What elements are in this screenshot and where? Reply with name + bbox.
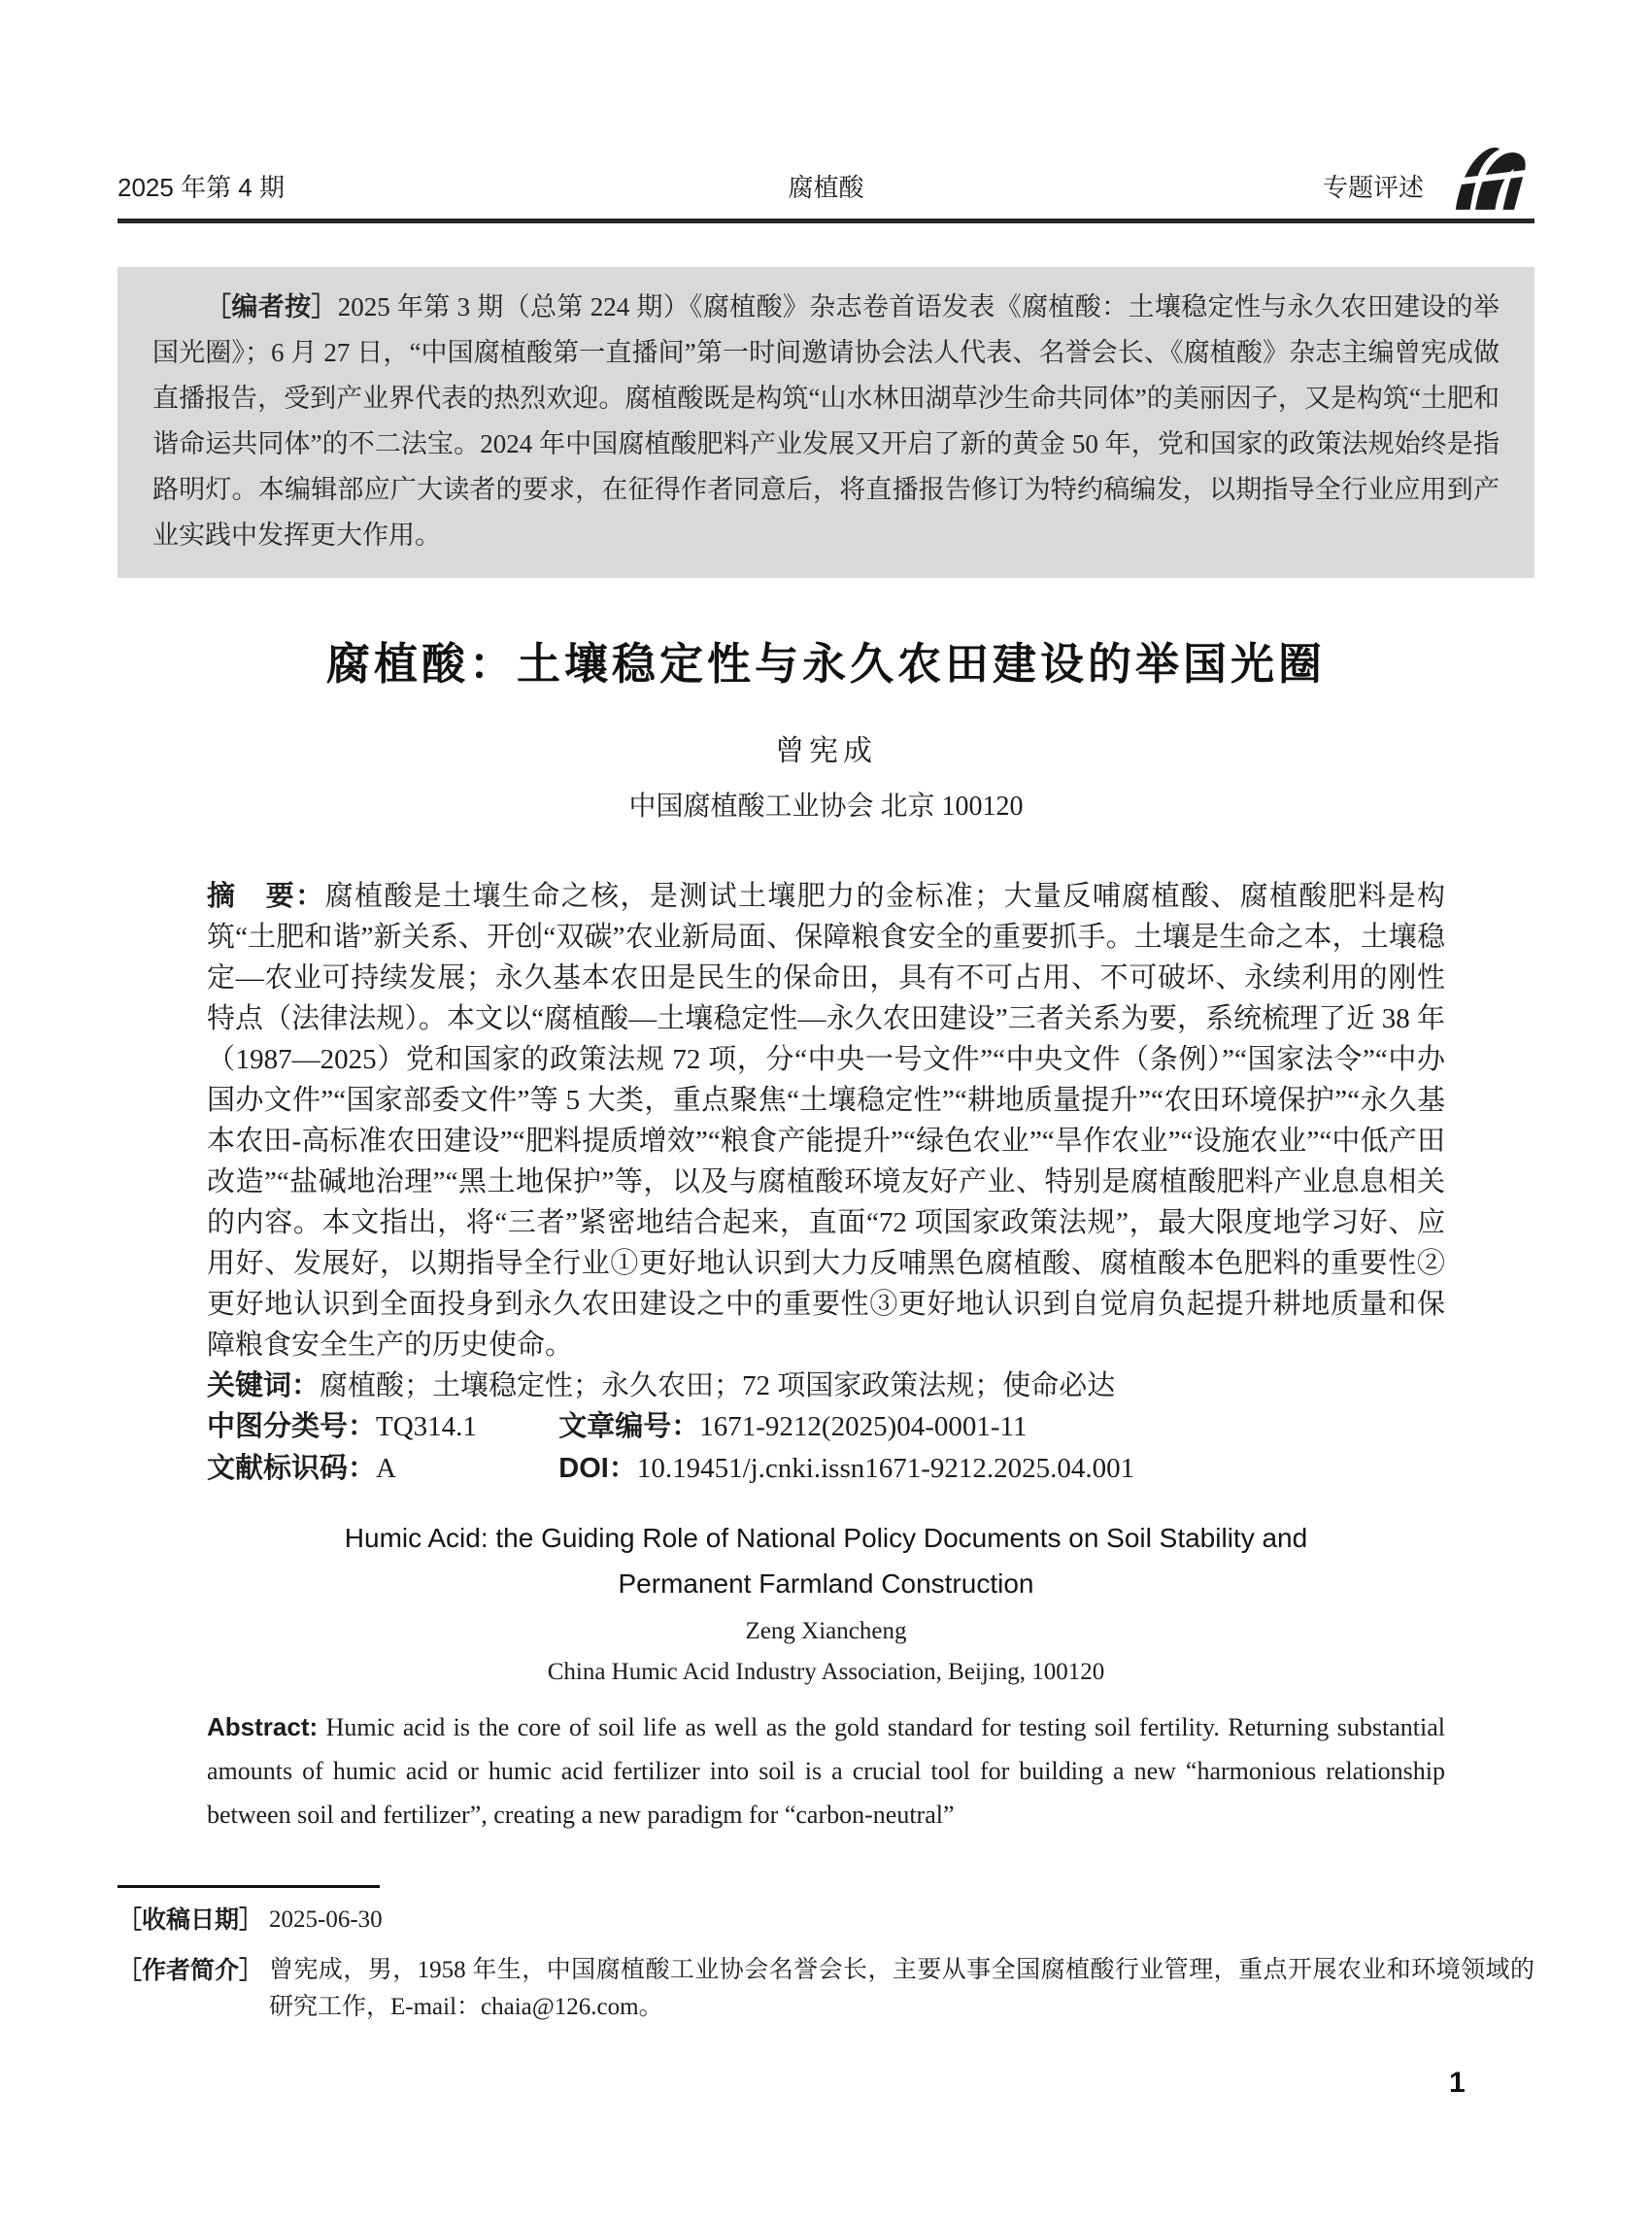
- footnote-divider: [118, 1885, 380, 1888]
- affiliation-zh: 中国腐植酸工业协会 北京 100120: [628, 792, 1024, 822]
- article-no-item: [558, 1411, 1027, 1442]
- doc-code-line: [207, 1448, 1445, 1490]
- clc-item: [207, 1406, 552, 1448]
- abstract-en-paragraph: [207, 1705, 1445, 1837]
- author-en: Zeng Xiancheng: [745, 1618, 907, 1644]
- author-zh: 曾宪成: [775, 735, 877, 767]
- abstract-zh-text: 腐植酸是土壤生命之核，是测试土壤肥力的金标准；大量反哺腐植酸、腐植酸肥料是构筑“土肥和谐”新关系、开创“双碳”农业新局面、保障粮食安全的重要抓手。土壤是生命之本，土壤稳定—农业可持续发展；永久基本农田是民生的保命田，具有不可占用、不可破坏、永续利用的刚性特点（法律法规）。本文以“腐植酸—土壤稳定性—永久农田建设”三者关系为要，系统梳理了近 38 年（1987—2025）党和国家的政策法规 72 项，分“中央一号文件”“中央文件（条例）”“国家法令”“中办国办文件”“国家部委文件”等 5 大类，重点聚焦“土壤稳定性”“耕地质量提升”“农田环境保护”“永久基本农田-高标准农田建设”“肥料提质增效”“粮食产能提升”“绿色农业”“旱作农业”“设施农业”“中低产田改造”“盐碱地治理”“黑土地保护”等，以及与腐植酸环境友好产业、特别是腐植酸肥料产业息息相关的内容。本文指出，将“三者”紧密地结合起来，直面“72 项国家政策法规”，最大限度地学习好、应用好、发展好，以期指导全行业①更好地认识到大力反哺黑色腐植酸、腐植酸本色肥料的重要性②更好地认识到全面投身到永久农田建设之中的重要性③更好地认识到自觉肩负起提升耕地质量和保障粮食安全生产的历史使命。: [207, 881, 1445, 1361]
- article-no-value: 1671-9212(2025)04-0001-11: [699, 1411, 1028, 1442]
- abstract-en-label: Abstract:: [207, 1712, 319, 1741]
- keywords-line: [207, 1365, 1445, 1406]
- doi-label: DOI：: [558, 1453, 637, 1484]
- header-divider: [118, 219, 1534, 223]
- received-date-label: ［收稿日期］: [118, 1906, 264, 1934]
- article-no-label: 文章编号：: [558, 1411, 700, 1442]
- article-title-zh: 腐植酸：土壤稳定性与永久农田建设的举国光圈: [325, 639, 1326, 689]
- doi-value: 10.19451/j.cnki.issn1671-9212.2025.04.001: [636, 1453, 1135, 1484]
- keywords-label: 关键词：: [207, 1370, 320, 1401]
- header-column: 专题评述: [1322, 173, 1424, 202]
- editor-note-label: ［编者按］: [205, 292, 338, 321]
- doc-code-label: 文献标识码：: [207, 1453, 377, 1484]
- header-issue: 2025 年第 4 期: [118, 173, 285, 202]
- page-header: [118, 144, 1534, 204]
- received-date-row: [118, 1902, 1534, 1938]
- journal-logo-icon: [1449, 144, 1534, 210]
- author-bio-row: [118, 1952, 1534, 2026]
- article-title-en: Humic Acid: the Guiding Role of National Policy Documents on Soil Stability and Permanent Farmland Construction: [344, 1523, 1308, 1599]
- editor-note-paragraph: [152, 285, 1500, 558]
- abstract-block-zh: [207, 876, 1445, 1490]
- clc-line: [207, 1406, 1445, 1448]
- abstract-zh-label: 摘 要：: [207, 881, 325, 912]
- received-date-value: 2025-06-30: [269, 1906, 383, 1933]
- author-bio-value: 曾宪成，男，1958 年生，中国腐植酸工业协会名誉会长，主要从事全国腐植酸行业管理，重点开展农业和环境领域的研究工作，E-mail：chaia@126.com。: [269, 1957, 1534, 2020]
- page-number: 1: [1449, 2067, 1466, 2099]
- keywords-text: 腐植酸；土壤稳定性；永久农田；72 项国家政策法规；使命必达: [320, 1370, 1116, 1401]
- editor-note-box: [118, 267, 1534, 578]
- doc-code-item: [207, 1448, 552, 1490]
- author-bio-label: ［作者简介］: [118, 1957, 264, 1984]
- doi-item: [558, 1453, 1134, 1484]
- header-journal-name: 腐植酸: [788, 173, 864, 202]
- doc-code-value: A: [376, 1453, 396, 1484]
- affiliation-en: China Humic Acid Industry Association, Beijing, 100120: [547, 1659, 1105, 1685]
- abstract-en-text: Humic acid is the core of soil life as well as the gold standard for testing soil fertility. Returning substantial amounts of humic acid or humic acid fertilizer into soil is a crucial tool for building a new “harmonious relationship between soil and fertilizer”, creating a new paradigm for “carbon-neutral”: [207, 1713, 1446, 1829]
- editor-note-text: 2025 年第 3 期（总第 224 期）《腐植酸》杂志卷首语发表《腐植酸：土壤稳定性与永久农田建设的举国光圈》；6 月 27 日，“中国腐植酸第一直播间”第一时间邀请协会法人代表、名誉会长、《腐植酸》杂志主编曾宪成做直播报告，受到产业界代表的热烈欢迎。腐植酸既是构筑“山水林田湖草沙生命共同体”的美丽因子，又是构筑“土肥和谐命运共同体”的不二法宝。2024 年中国腐植酸肥料产业发展又开启了新的黄金 50 年，党和国家的政策法规始终是指路明灯。本编辑部应广大读者的要求，在征得作者同意后，将直播报告修订为特约稿编发，以期指导全行业应用到产业实践中发挥更大作用。: [152, 292, 1500, 550]
- clc-label: 中图分类号：: [207, 1411, 377, 1442]
- abstract-zh-paragraph: [207, 876, 1445, 1365]
- clc-value: TQ314.1: [376, 1411, 477, 1442]
